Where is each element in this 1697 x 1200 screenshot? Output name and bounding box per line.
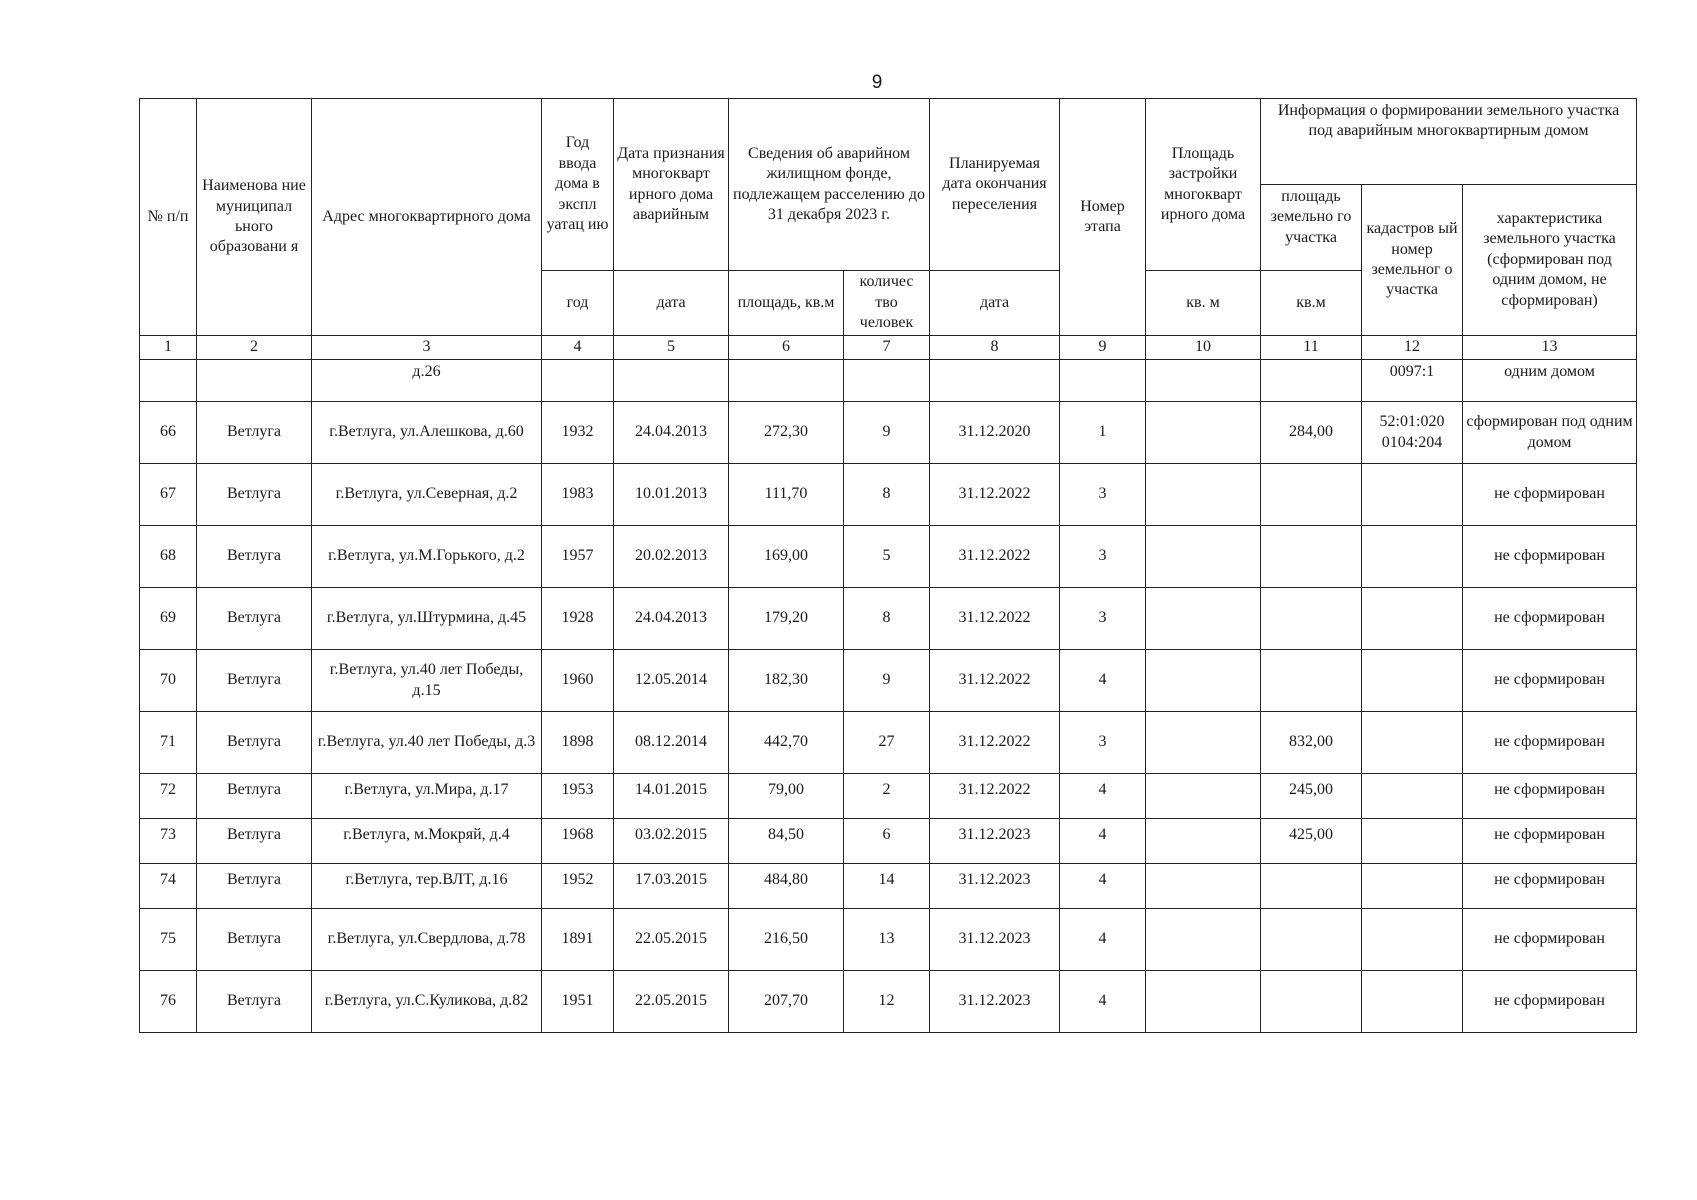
- building-area: [1146, 402, 1261, 464]
- people-count: 5: [844, 526, 930, 588]
- header-land-characteristic: характеристика земельного участка (сформирован под одним домом, не сформирован): [1463, 185, 1637, 336]
- address: г.Ветлуга, ул.Алешкова, д.60: [312, 402, 542, 464]
- cell: [542, 360, 614, 402]
- address: г.Ветлуга, тер.ВЛТ, д.16: [312, 864, 542, 909]
- header-cadastral: кадастров ый номер земельног о участка: [1362, 185, 1463, 336]
- table-row: [140, 588, 1637, 650]
- building-area: [1146, 650, 1261, 712]
- header-land-area: площадь земельно го участка: [1261, 185, 1362, 271]
- planned-date: 31.12.2022: [930, 774, 1060, 819]
- stage: 1: [1060, 402, 1146, 464]
- municipality: Ветлуга: [197, 588, 312, 650]
- land-characteristic: не сформирован: [1463, 864, 1637, 909]
- address: г.Ветлуга, ул.40 лет Победы, д.15: [312, 650, 542, 712]
- column-number: 11: [1261, 336, 1362, 360]
- people-count: 9: [844, 402, 930, 464]
- year-built: 1953: [542, 774, 614, 819]
- emergency-date: 22.05.2015: [614, 971, 729, 1033]
- people-count: 6: [844, 819, 930, 864]
- column-number: 13: [1463, 336, 1637, 360]
- planned-date: 31.12.2023: [930, 971, 1060, 1033]
- cadastral-number: [1362, 864, 1463, 909]
- address: г.Ветлуга, ул.Северная, д.2: [312, 464, 542, 526]
- area: 84,50: [729, 819, 844, 864]
- emergency-date: 24.04.2013: [614, 402, 729, 464]
- land-characteristic: не сформирован: [1463, 774, 1637, 819]
- row-number: 75: [140, 909, 197, 971]
- municipality: Ветлуга: [197, 774, 312, 819]
- year-built: 1960: [542, 650, 614, 712]
- emergency-date: 12.05.2014: [614, 650, 729, 712]
- unit-land-area: кв.м: [1261, 271, 1362, 336]
- area: 169,00: [729, 526, 844, 588]
- address: г.Ветлуга, ул.С.Куликова, д.82: [312, 971, 542, 1033]
- stage: 4: [1060, 864, 1146, 909]
- area: 207,70: [729, 971, 844, 1033]
- land-area: [1261, 650, 1362, 712]
- unit-year: год: [542, 271, 614, 336]
- row-number: 68: [140, 526, 197, 588]
- address: г.Ветлуга, м.Мокряй, д.4: [312, 819, 542, 864]
- header-number: № п/п: [140, 99, 197, 336]
- municipality: Ветлуга: [197, 864, 312, 909]
- header-land-info: Информация о формировании земельного участка под аварийным многоквартирным домом: [1261, 99, 1637, 185]
- cadastral-number: [1362, 971, 1463, 1033]
- land-characteristic: не сформирован: [1463, 909, 1637, 971]
- building-area: [1146, 819, 1261, 864]
- row-number: 66: [140, 402, 197, 464]
- land-characteristic: не сформирован: [1463, 526, 1637, 588]
- land-area: 245,00: [1261, 774, 1362, 819]
- cadastral-number: [1362, 526, 1463, 588]
- cadastral-number: [1362, 588, 1463, 650]
- unit-people: количес тво человек: [844, 271, 930, 336]
- column-number: 1: [140, 336, 197, 360]
- row-number: 70: [140, 650, 197, 712]
- table-body: [140, 360, 1637, 1033]
- municipality: Ветлуга: [197, 526, 312, 588]
- stage: 3: [1060, 712, 1146, 774]
- cell: [140, 360, 197, 402]
- planned-date: 31.12.2022: [930, 650, 1060, 712]
- header-building-area: Площадь застройки многокварт ирного дома: [1146, 99, 1261, 271]
- header-stage: Номер этапа: [1060, 99, 1146, 336]
- table-row: [140, 712, 1637, 774]
- building-area: [1146, 971, 1261, 1033]
- table-row: [140, 909, 1637, 971]
- year-built: 1957: [542, 526, 614, 588]
- planned-date: 31.12.2022: [930, 464, 1060, 526]
- planned-date: 31.12.2023: [930, 864, 1060, 909]
- people-count: 2: [844, 774, 930, 819]
- land-characteristic: не сформирован: [1463, 712, 1637, 774]
- column-number: 7: [844, 336, 930, 360]
- emergency-date: 10.01.2013: [614, 464, 729, 526]
- land-area: [1261, 909, 1362, 971]
- year-built: 1891: [542, 909, 614, 971]
- building-area: [1146, 464, 1261, 526]
- area: 442,70: [729, 712, 844, 774]
- cell: [930, 360, 1060, 402]
- area: 182,30: [729, 650, 844, 712]
- unit-area: площадь, кв.м: [729, 271, 844, 336]
- land-characteristic: сформирован под одним домом: [1463, 402, 1637, 464]
- cell: [1261, 360, 1362, 402]
- table-row: [140, 774, 1637, 819]
- people-count: 27: [844, 712, 930, 774]
- row-number: 67: [140, 464, 197, 526]
- unit-date: дата: [614, 271, 729, 336]
- address: г.Ветлуга, ул.М.Горького, д.2: [312, 526, 542, 588]
- header-municipality: Наименова ние муниципал ьного образовани я: [197, 99, 312, 336]
- people-count: 14: [844, 864, 930, 909]
- stage: 4: [1060, 909, 1146, 971]
- address: г.Ветлуга, ул.40 лет Победы, д.3: [312, 712, 542, 774]
- unit-building-area: кв. м: [1146, 271, 1261, 336]
- municipality: Ветлуга: [197, 464, 312, 526]
- cadastral-number: [1362, 819, 1463, 864]
- land-characteristic: не сформирован: [1463, 464, 1637, 526]
- area: 272,30: [729, 402, 844, 464]
- emergency-date: 14.01.2015: [614, 774, 729, 819]
- stage: 4: [1060, 971, 1146, 1033]
- year-built: 1968: [542, 819, 614, 864]
- year-built: 1932: [542, 402, 614, 464]
- cell: [1146, 360, 1261, 402]
- area: 484,80: [729, 864, 844, 909]
- emergency-date: 17.03.2015: [614, 864, 729, 909]
- header-emergency-date: Дата признания многокварт ирного дома аварийным: [614, 99, 729, 271]
- table-row: [140, 864, 1637, 909]
- table-row: [140, 464, 1637, 526]
- people-count: 13: [844, 909, 930, 971]
- land-area: [1261, 526, 1362, 588]
- people-count: 12: [844, 971, 930, 1033]
- people-count: 8: [844, 464, 930, 526]
- table-row: [140, 402, 1637, 464]
- header-housing-info: Сведения об аварийном жилищном фонде, подлежащем расселению до 31 декабря 2023 г.: [729, 99, 930, 271]
- municipality: Ветлуга: [197, 402, 312, 464]
- municipality: Ветлуга: [197, 971, 312, 1033]
- land-characteristic: не сформирован: [1463, 971, 1637, 1033]
- table-row: [140, 650, 1637, 712]
- cadastral-number: [1362, 712, 1463, 774]
- land-characteristic: не сформирован: [1463, 650, 1637, 712]
- cell: [844, 360, 930, 402]
- land-area: [1261, 864, 1362, 909]
- stage: 3: [1060, 526, 1146, 588]
- area: 216,50: [729, 909, 844, 971]
- column-number: 12: [1362, 336, 1463, 360]
- land-characteristic: не сформирован: [1463, 588, 1637, 650]
- cadastral-number: 52:01:020 0104:204: [1362, 402, 1463, 464]
- column-number: 9: [1060, 336, 1146, 360]
- municipality: Ветлуга: [197, 819, 312, 864]
- municipality: Ветлуга: [197, 650, 312, 712]
- cadastral-number: [1362, 774, 1463, 819]
- year-built: 1898: [542, 712, 614, 774]
- land-area: 425,00: [1261, 819, 1362, 864]
- page-number: 9: [871, 72, 883, 93]
- planned-date: 31.12.2022: [930, 588, 1060, 650]
- continuation-row: [140, 360, 1637, 402]
- land-area: [1261, 464, 1362, 526]
- area: 79,00: [729, 774, 844, 819]
- emergency-date: 24.04.2013: [614, 588, 729, 650]
- area: 111,70: [729, 464, 844, 526]
- row-number: 73: [140, 819, 197, 864]
- column-number: 2: [197, 336, 312, 360]
- row-number: 69: [140, 588, 197, 650]
- stage: 4: [1060, 774, 1146, 819]
- cell: одним домом: [1463, 360, 1637, 402]
- unit-plan-date: дата: [930, 271, 1060, 336]
- cell: [614, 360, 729, 402]
- cell: [1060, 360, 1146, 402]
- cell: [197, 360, 312, 402]
- cell: д.26: [312, 360, 542, 402]
- header-year: Год ввода дома в экспл уатац ию: [542, 99, 614, 271]
- header-address: Адрес многоквартирного дома: [312, 99, 542, 336]
- building-area: [1146, 712, 1261, 774]
- planned-date: 31.12.2022: [930, 712, 1060, 774]
- column-number: 6: [729, 336, 844, 360]
- column-number: 8: [930, 336, 1060, 360]
- table-row: [140, 819, 1637, 864]
- area: 179,20: [729, 588, 844, 650]
- people-count: 8: [844, 588, 930, 650]
- emergency-date: 22.05.2015: [614, 909, 729, 971]
- header-planned-date: Планируемая дата окончания переселения: [930, 99, 1060, 271]
- municipality: Ветлуга: [197, 712, 312, 774]
- emergency-date: 20.02.2013: [614, 526, 729, 588]
- land-area: [1261, 588, 1362, 650]
- cell: [729, 360, 844, 402]
- column-number: 5: [614, 336, 729, 360]
- building-area: [1146, 526, 1261, 588]
- column-number: 3: [312, 336, 542, 360]
- address: г.Ветлуга, ул.Штурмина, д.45: [312, 588, 542, 650]
- land-area: [1261, 971, 1362, 1033]
- municipality: Ветлуга: [197, 909, 312, 971]
- people-count: 9: [844, 650, 930, 712]
- year-built: 1951: [542, 971, 614, 1033]
- stage: 4: [1060, 650, 1146, 712]
- cadastral-number: [1362, 464, 1463, 526]
- land-area: 284,00: [1261, 402, 1362, 464]
- cell: 0097:1: [1362, 360, 1463, 402]
- planned-date: 31.12.2020: [930, 402, 1060, 464]
- cadastral-number: [1362, 650, 1463, 712]
- stage: 3: [1060, 464, 1146, 526]
- cadastral-number: [1362, 909, 1463, 971]
- row-number: 74: [140, 864, 197, 909]
- row-number: 76: [140, 971, 197, 1033]
- building-area: [1146, 864, 1261, 909]
- column-number: 10: [1146, 336, 1261, 360]
- housing-table: [139, 98, 1637, 1033]
- emergency-date: 08.12.2014: [614, 712, 729, 774]
- land-area: 832,00: [1261, 712, 1362, 774]
- building-area: [1146, 909, 1261, 971]
- table-row: [140, 971, 1637, 1033]
- planned-date: 31.12.2022: [930, 526, 1060, 588]
- land-characteristic: не сформирован: [1463, 819, 1637, 864]
- building-area: [1146, 774, 1261, 819]
- row-number: 72: [140, 774, 197, 819]
- planned-date: 31.12.2023: [930, 819, 1060, 864]
- address: г.Ветлуга, ул.Мира, д.17: [312, 774, 542, 819]
- planned-date: 31.12.2023: [930, 909, 1060, 971]
- year-built: 1952: [542, 864, 614, 909]
- stage: 3: [1060, 588, 1146, 650]
- address: г.Ветлуга, ул.Свердлова, д.78: [312, 909, 542, 971]
- row-number: 71: [140, 712, 197, 774]
- building-area: [1146, 588, 1261, 650]
- year-built: 1928: [542, 588, 614, 650]
- emergency-date: 03.02.2015: [614, 819, 729, 864]
- column-number: 4: [542, 336, 614, 360]
- year-built: 1983: [542, 464, 614, 526]
- table-row: [140, 526, 1637, 588]
- stage: 4: [1060, 819, 1146, 864]
